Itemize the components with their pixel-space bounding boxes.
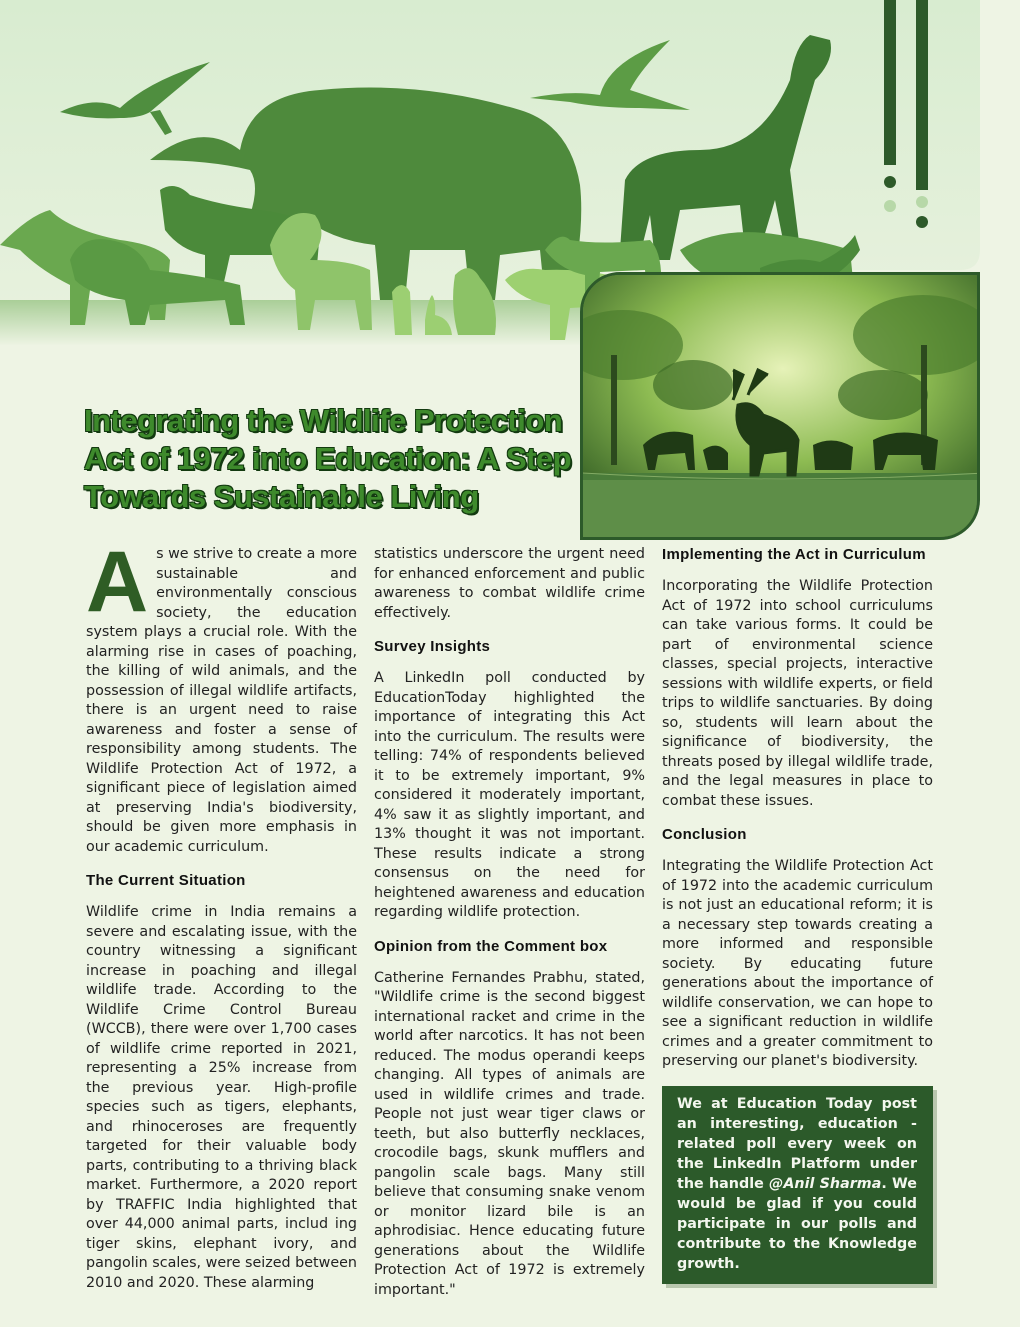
linkedin-poll-callout <box>662 1086 933 1284</box>
section-text-conclusion: Integrating the Wildlife Protection Act of 1972 into the academic curriculum is not just an educational reform; it is a necessary step towards creating a more informed and responsible society. By educating future generations about the importance of wildlife conservation, we can hope to see a significant reduction in wildlife crimes and a greater commitment to preserving our planet's biodiversity. <box>662 858 933 1069</box>
section-heading-current-situation: The Current Situation <box>86 872 246 889</box>
callout-text-start: We at Education Today post an interesting, education - related poll every week on the LinkedIn Platform under the handle <box>677 1095 917 1192</box>
article-column-3 <box>662 545 933 1284</box>
dropcap-letter: A <box>86 534 149 630</box>
section-text-continued: statistics underscore the urgent need for enhanced enforcement and public awareness to combat wildlife crime effectively. <box>374 546 645 621</box>
callout-text-end: . We would be glad if you could participate in our polls and contribute to the Knowledge growth. <box>677 1175 917 1272</box>
section-heading-conclusion: Conclusion <box>662 826 747 843</box>
intro-text: s we strive to create a more sustainable and environmentally conscious society, the education system plays a crucial role. With the alarming rise in cases of poaching, the killing of wild animals, and the possession of illegal wildlife artifacts, there is an urgent need to raise awareness and foster a sense of responsibility among students. The Wildlife Protection Act of 1972, a significant piece of legislation aimed at preserving India's biodiversity, should be given more emphasis in our academic curriculum. <box>86 546 358 855</box>
section-heading-implementing: Implementing the Act in Curriculum <box>662 546 926 563</box>
article-column-1 <box>86 534 358 1307</box>
article-column-2 <box>374 545 645 1314</box>
section-heading-survey-insights: Survey Insights <box>374 638 491 655</box>
intro-paragraph <box>86 534 358 857</box>
section-text-implementing: Incorporating the Wildlife Protection Act of 1972 into school curriculums can take various forms. It could be part of environmental science classes, special projects, interactive sessions with wildlife experts, or field trips to wildlife sanctuaries. By doing so, students will learn about the significance of biodiversity, the threats posed by illegal wildlife trade, and the legal measures in place to combat these issues. <box>662 578 933 809</box>
section-text-current-situation: Wildlife crime in India remains a severe and escalating issue, with the country witnessing a significant increase in poaching and illegal wildlife trade. According to the Wildlife Crime Control Bureau (WCCB), there were over 1,700 cases of wildlife crime reported in 2021, representing a 25% increase from the previous year. High-profile species such as tigers, elephants, and rhinoceroses are frequently targeted for their valuable body parts, contributing to a thriving black market. Furthermore, a 2020 report by TRAFFIC India highlighted that over 44,000 animal parts, includ ing tiger skins, elephant ivory, and pangolin scales, were seized between 2010 and 2020. These alarming <box>86 904 357 1291</box>
section-text-comment-box: Catherine Fernandes Prabhu, stated, "Wildlife crime is the second biggest international racket and crime in the world after narcotics. It has not been reduced. The modus operandi keeps changing. All types of animals are used in wildlife crimes and trade. People not just wear tiger claws or teeth, but also butterfly necklaces, crocodile bags, skunk mufflers and pangolin scale bags. Many still believe that consuming snake venom or monitor lizard bile is an aphrodisiac. Hence educating future generations about the Wildlife Protection Act of 1972 is extremely important." <box>374 969 645 1298</box>
article-title: Integrating the Wildlife Protection Act of 1972 into Education: A Step Towards Sustainable Living <box>84 403 572 514</box>
decorative-bars <box>884 0 944 240</box>
callout-handle: @Anil Sharma <box>769 1175 882 1192</box>
meerkat-silhouette <box>392 285 412 335</box>
forest-wildlife-photo <box>580 272 980 540</box>
section-heading-comment-box: Opinion from the Comment box <box>374 937 608 955</box>
section-text-survey-insights: A LinkedIn poll conducted by EducationToday highlighted the importance of integrating this Act into the curriculum. The results were telling: 74% of respondents believed it to be extremely important, 9% considered it moderately important, 4% saw it as slightly important, and 13% thought it was not important. These results indicate a strong consensus on the need for heightened awareness and education regarding wildlife protection. <box>374 670 645 920</box>
